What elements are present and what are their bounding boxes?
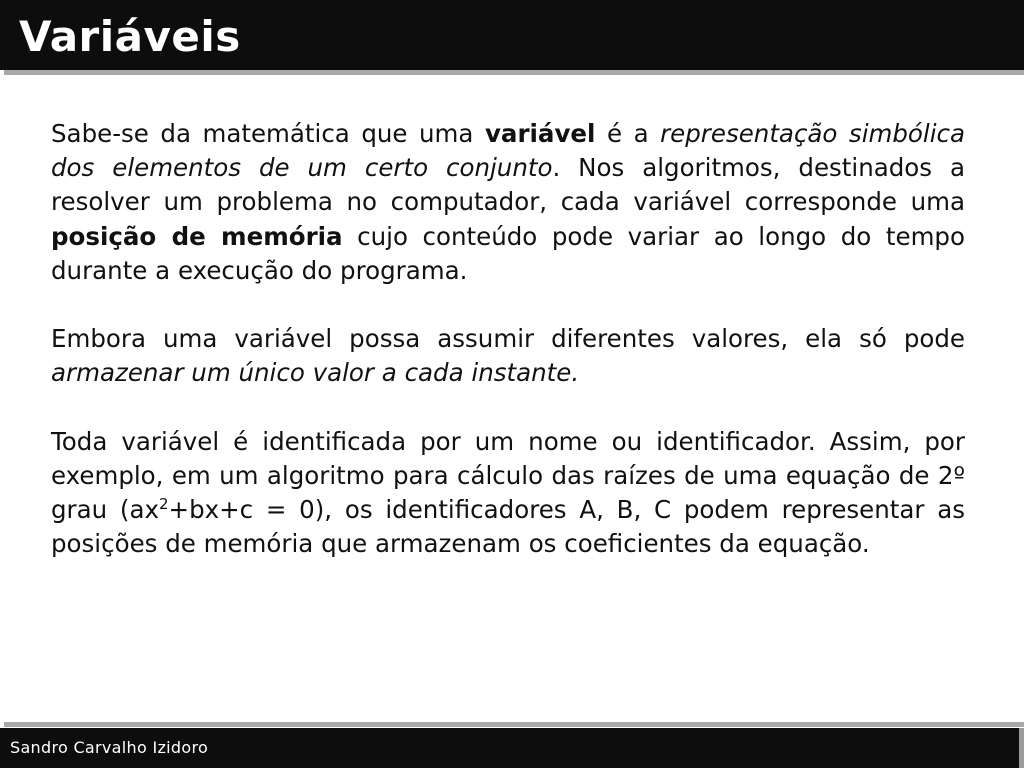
bold-term-posicao-memoria: posição de memória [51,221,343,251]
text-run: Toda variável é identificada por um nome ou identificador. Assim, por exemplo, em um algoritmo para cálculo das raízes de uma equação de 2º grau (ax [51,426,965,525]
title-bar-shadow [4,70,1024,75]
slide-body [51,117,965,596]
footer-author: Sandro Carvalho Izidoro [10,738,209,757]
text-run: +bx+c = 0), os identificadores A, B, C podem representar as posições de memória que armazenam os coeficientes da equação. [51,495,965,559]
superscript-exponent: 2 [159,495,169,514]
text-run: é a [595,119,661,148]
text-run: . Nos algoritmos, destinados a resolver um problema no computador, cada variável corresponde uma [51,153,965,217]
slide-title: Variáveis [19,12,241,61]
footer-bar [0,728,1019,768]
text-run: Embora uma variável possa assumir diferentes valores, ela só pode [51,324,965,354]
bold-term-variavel: variável [484,119,596,148]
italic-definition: representação simbólica dos elementos de um certo conjunto [51,119,966,183]
paragraph-identifiers [51,425,965,562]
italic-single-value: armazenar um único valor a cada instante. [51,358,580,388]
paragraph-single-value [51,322,965,390]
footer-bar-edge [1019,728,1024,768]
footer-shadow [4,722,1024,727]
text-run: cujo conteúdo pode variar ao longo do tempo durante a execução do programa. [51,221,965,285]
text-run: Sabe-se da matemática que uma [51,119,485,148]
paragraph-definition [51,117,965,288]
title-bar [0,0,1024,70]
